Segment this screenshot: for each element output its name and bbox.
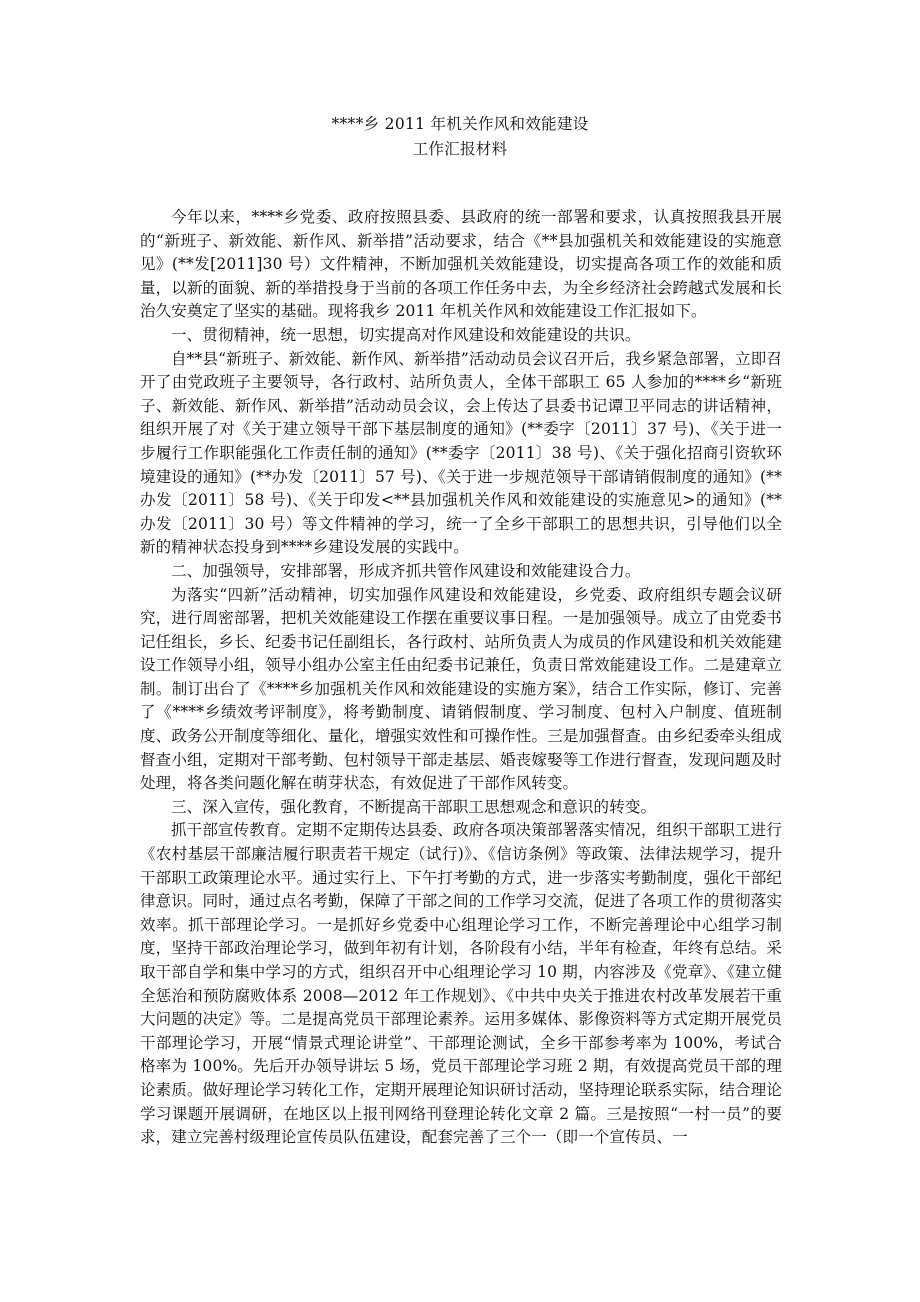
document-title: [0, 112, 920, 162]
section-heading-2: 二、加强领导，安排部署，形成齐抓共管作风建设和效能建设合力。: [171, 561, 641, 580]
title-line-2: 工作汇报材料: [412, 140, 508, 158]
paragraph-intro: 今年以来，****乡党委、政府按照县委、县政府的统一部署和要求，认真按照我县开展的“新班子、新效能、新作风、新举措”活动要求，结合《**县加强机关和效能建设的实施意见》(**发[2011]30 号）文件精神，不断加强机关效能建设，切实提高各项工作的效能和质量，以新的面貌、新的举措投身于当前的各项工作任务中去，为全乡经济社会跨越式发展和长治久安奠定了坚实的基础。现将我乡 2011 年机关作风和效能建设工作汇报如下。: [140, 208, 782, 321]
document-body: [140, 206, 782, 1150]
paragraph-section-1: 自**县“新班子、新效能、新作风、新举措”活动动员会议召开后，我乡紧急部署，立即召开了由党政班子主要领导，各行政村、站所负责人，全体干部职工 65 人参加的****乡“新班子、新效能、新作风、新举措”活动动员会议，会上传达了县委书记谭卫平同志的讲话精神，组织开展了对《关于建立领导干部下基层制度的通知》(**委字〔2011〕37 号)、《关于进一步履行工作职能强化工作责任制的通知》(**委字〔2011〕38 号)、《关于强化招商引资软环境建设的通知》(**办发〔2011〕57 号)、《关于进一步规范领导干部请销假制度的通知》(**办发〔2011〕58 号)、《关于印发<**县加强机关作风和效能建设的实施意见>的通知》(**办发〔2011〕30 号）等文件精神的学习，统一了全乡干部职工的思想共识，引导他们以全新的精神状态投身到****乡建设发展的实践中。: [140, 349, 783, 557]
paragraph-section-3: 抓干部宣传教育。定期不定期传达县委、政府各项决策部署落实情况，组织干部职工进行《农村基层干部廉洁履行职责若干规定（试行)》、《信访条例》等政策、法律法规学习，提升干部职工政策理论水平。通过实行上、下午打考勤的方式，进一步落实考勤制度，强化干部纪律意识。同时，通过点名考勤，保障了干部之间的工作学习交流，促进了各项工作的贯彻落实效率。抓干部理论学习。一是抓好乡党委中心组理论学习工作，不断完善理论中心组学习制度，坚持干部政治理论学习，做到年初有计划，各阶段有小结，半年有检查，年终有总结。采取干部自学和集中学习的方式，组织召开中心组理论学习 10 期，内容涉及《党章》、《建立健全惩治和预防腐败体系 2008—2012 年工作规划》、《中共中央关于推进农村改革发展若干重大问题的决定》等。二是提高党员干部理论素养。运用多媒体、影像资料等方式定期开展党员干部理论学习，开展“情景式理论讲堂”、干部理论测试，全乡干部参考率为 100%，考试合格率为 100%。先后开办领导讲坛 5 场，党员干部理论学习班 2 期，有效提高党员干部的理论素质。做好理论学习转化工作，定期开展理论知识研讨活动，坚持理论联系实际，结合理论学习课题开展调研，在地区以上报刊网络刊登理论转化文章 2 篇。三是按照“一村一员”的要求，建立完善村级理论宣传员队伍建设，配套完善了三个一（即一个宣传员、一: [140, 821, 782, 1147]
section-heading-3: 三、深入宣传，强化教育，不断提高干部职工思想观念和意识的转变。: [171, 797, 657, 816]
paragraph-section-2: 为落实“四新”活动精神，切实加强作风建设和效能建设，乡党委、政府组织专题会议研究，进行周密部署，把机关效能建设工作摆在重要议事日程。一是加强领导。成立了由党委书记任组长，乡长、纪委书记任副组长，各行政村、站所负责人为成员的作风建设和机关效能建设工作领导小组，领导小组办公室主任由纪委书记兼任，负责日常效能建设工作。二是建章立制。制订出台了《****乡加强机关作风和效能建设的实施方案》，结合工作实际，修订、完善了《****乡绩效考评制度》，将考勤制度、请销假制度、学习制度、包村入户制度、值班制度、政务公开制度等细化、量化，增强实效性和可操作性。三是加强督查。由乡纪委牵头组成督查小组，定期对干部考勤、包村领导干部走基层、婚丧嫁娶等工作进行督查，发现问题及时处理，将各类问题化解在萌芽状态，有效促进了干部作风转变。: [140, 585, 782, 793]
title-line-1: ****乡 2011 年机关作风和效能建设: [331, 115, 589, 133]
section-heading-1: 一、贯彻精神，统一思想，切实提高对作风建设和效能建设的共识。: [171, 325, 641, 344]
